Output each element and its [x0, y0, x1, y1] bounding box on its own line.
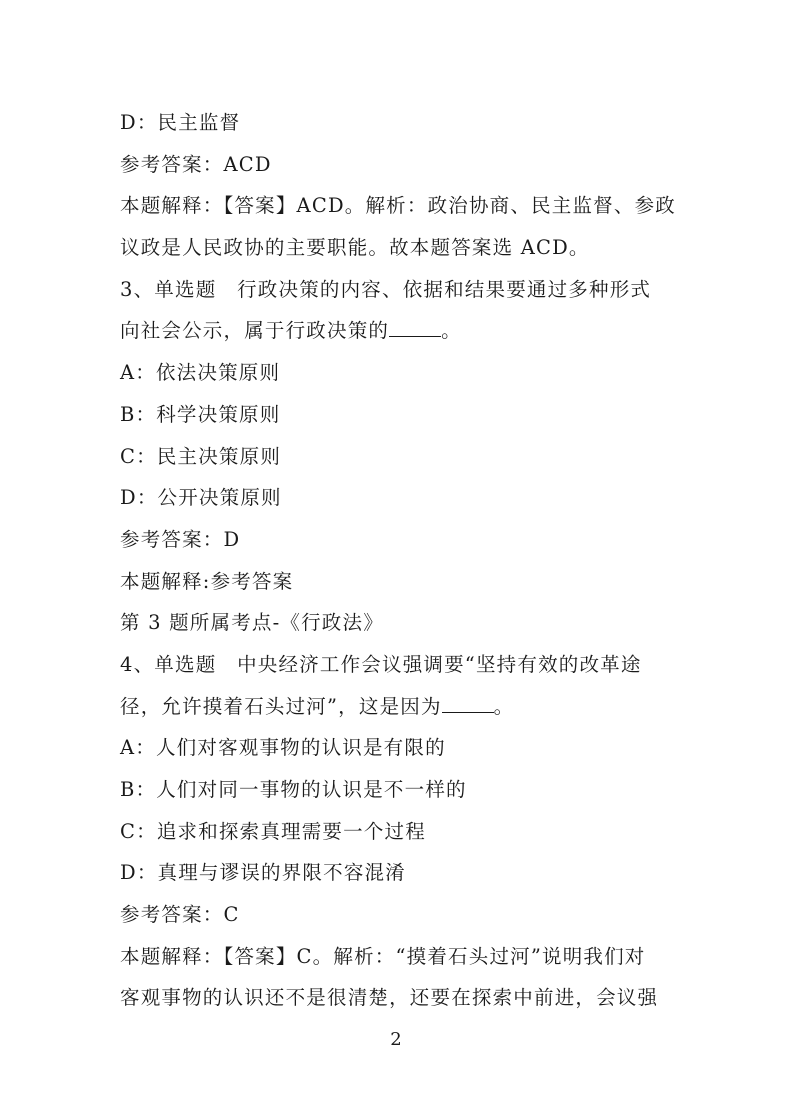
answer-q3: 参考答案：D [120, 527, 241, 551]
question-4-text: 径，允许摸着石头过河”，这是因为 [120, 694, 442, 718]
option-d-q3: D：公开决策原则 [120, 486, 282, 510]
question-4-end: 。 [493, 694, 515, 718]
explanation-q2-line2: 议政是人民政协的主要职能。故本题答案选 ACD。 [120, 236, 590, 260]
explanation-q4-line2: 客观事物的认识还不是很清楚，还要在探索中前进，会议强 [120, 986, 659, 1010]
answer-q2: 参考答案：ACD [120, 152, 272, 176]
option-b-q3: B：科学决策原则 [120, 402, 281, 426]
answer-q4: 参考答案：C [120, 903, 240, 927]
question-3-line1: 3、单选题 行政决策的内容、依据和结果要通过多种形式 [120, 277, 652, 301]
question-3-end: 。 [441, 319, 462, 343]
topic-q3: 第 3 题所属考点-《行政法》 [120, 611, 384, 635]
option-a-q4: A：人们对客观事物的认识是有限的 [120, 736, 446, 760]
explanation-q3: 本题解释:参考答案 [120, 569, 294, 593]
question-4-line1: 4、单选题 中央经济工作会议强调要“坚持有效的改革途 [120, 652, 642, 676]
option-c-q4: C：追求和探索真理需要一个过程 [120, 819, 426, 843]
page-content [120, 102, 676, 1019]
question-3-line2 [120, 310, 676, 352]
question-3-text: 向社会公示，属于行政决策的 [120, 319, 390, 343]
option-c-q3: C：民主决策原则 [120, 444, 282, 468]
fill-blank [442, 690, 494, 713]
option-d-q4: D：真理与谬误的界限不容混淆 [120, 861, 406, 885]
explanation-q2-line1: 本题解释：【答案】ACD。解析：政治协商、民主监督、参政 [120, 194, 676, 218]
fill-blank [389, 314, 441, 337]
explanation-q4-line1: 本题解释：【答案】C。解析：“摸着石头过河”说明我们对 [120, 944, 646, 968]
question-4-line2 [120, 686, 676, 728]
option-d-q2: D：民主监督 [120, 111, 241, 134]
page-number: 2 [390, 1029, 402, 1050]
option-b-q4: B：人们对同一事物的认识是不一样的 [120, 778, 467, 801]
option-a-q3: A：依法决策原则 [120, 361, 281, 385]
